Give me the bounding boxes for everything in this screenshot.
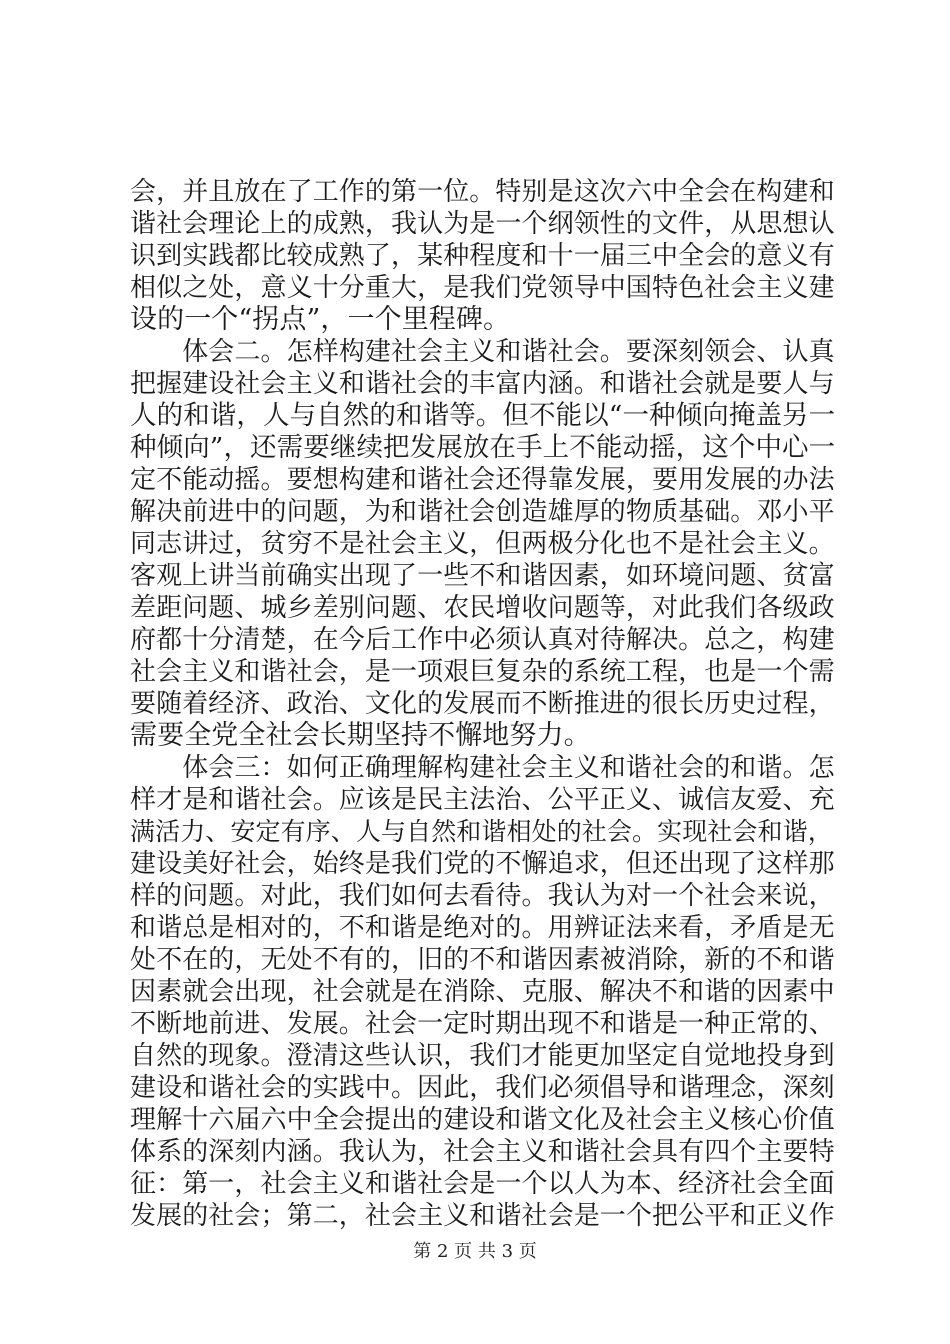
text-line: 和谐总是相对的，不和谐是绝对的。用辨证法来看，矛盾是无: [130, 913, 835, 943]
body-text: [130, 176, 835, 1232]
text-line: 解决前进中的问题，为和谐社会创造雄厚的物质基础。邓小平: [130, 497, 835, 527]
text-line: 客观上讲当前确实出现了一些不和谐因素，如环境问题、贫富: [130, 561, 835, 591]
text-line: 需要全党全社会长期坚持不懈地努力。: [130, 720, 591, 751]
text-line: 征：第一，社会主义和谐社会是一个以人为本、经济社会全面: [130, 1169, 835, 1199]
text-line: 同志讲过，贫穷不是社会主义，但两极分化也不是社会主义。: [130, 529, 835, 559]
text-line: 人的和谐，人与自然的和谐等。但不能以“一种倾向掩盖另一: [130, 400, 836, 431]
text-line: 样的问题。对此，我们如何去看待。我认为对一个社会来说，: [130, 881, 835, 911]
text-line: 设的一个“拐点”，一个里程碑。: [130, 304, 511, 335]
text-line: 样才是和谐社会。应该是民主法治、公平正义、诚信友爱、充: [130, 785, 835, 815]
text-line: 建设和谐社会的实践中。因此，我们必须倡导和谐理念，深刻: [130, 1073, 835, 1103]
text-line: 社会主义和谐社会，是一项艰巨复杂的系统工程，也是一个需: [130, 657, 835, 687]
text-line: 把握建设社会主义和谐社会的丰富内涵。和谐社会就是要人与: [130, 369, 835, 399]
text-line: 会，并且放在了工作的第一位。特别是这次六中全会在构建和: [130, 177, 835, 207]
text-line: 体系的深刻内涵。我认为，社会主义和谐社会具有四个主要特: [130, 1137, 835, 1167]
page-footer: 第 2 页 共 3 页: [413, 1241, 537, 1262]
text-line: 种倾向”，还需要继续把发展放在手上不能动摇，这个中心一: [130, 432, 836, 463]
text-line: 要随着经济、政治、文化的发展而不断推进的很长历史过程，: [130, 689, 835, 719]
text-line: 满活力、安定有序、人与自然和谐相处的社会。实现社会和谐，: [130, 817, 833, 846]
text-line: 自然的现象。澄清这些认识，我们才能更加坚定自觉地投身到: [130, 1041, 835, 1071]
text-line: 建设美好社会，始终是我们党的不懈追求，但还出现了这样那: [130, 849, 835, 879]
text-line: 差距问题、城乡差别问题、农民增收问题等，对此我们各级政: [130, 593, 835, 623]
text-line: 定不能动摇。要想构建和谐社会还得靠发展，要用发展的办法: [130, 465, 835, 495]
text-line: 识到实践都比较成熟了，某种程度和十一届三中全会的意义有: [130, 241, 835, 271]
text-line: 理解十六届六中全会提出的建设和谐文化及社会主义核心价值: [130, 1105, 835, 1135]
text-line: 发展的社会；第二，社会主义和谐社会是一个把公平和正义作: [130, 1201, 835, 1231]
text-line: 处不在的，无处不有的，旧的不和谐因素被消除，新的不和谐: [130, 945, 835, 975]
text-line: 不断地前进、发展。社会一定时期出现不和谐是一种正常的、: [130, 1009, 835, 1039]
text-line: 因素就会出现，社会就是在消除、克服、解决不和谐的因素中: [130, 977, 835, 1007]
text-line: 体会三：如何正确理解构建社会主义和谐社会的和谐。怎: [130, 753, 835, 783]
text-line: 体会二。怎样构建社会主义和谐社会。要深刻领会、认真: [130, 337, 835, 367]
text-line: 谐社会理论上的成熟，我认为是一个纲领性的文件，从思想认: [130, 209, 835, 239]
text-line: 府都十分清楚，在今后工作中必须认真对待解决。总之，构建: [130, 625, 835, 655]
text-line: 相似之处，意义十分重大，是我们党领导中国特色社会主义建: [130, 273, 835, 303]
